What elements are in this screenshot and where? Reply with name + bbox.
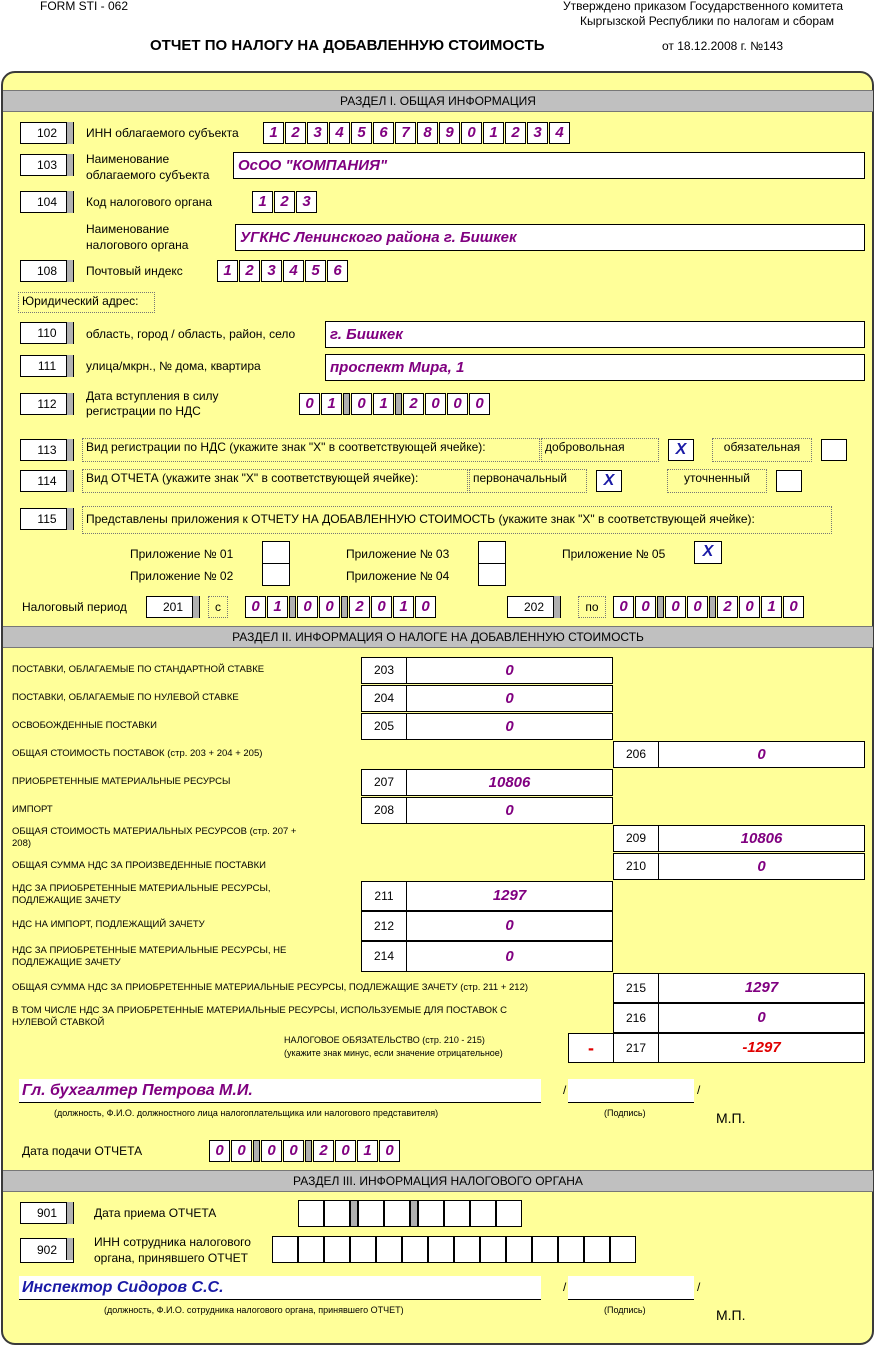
signature-caption-2: (Подпись) [604,1305,646,1315]
digit[interactable]: 1 [483,122,504,144]
label-105-1: Наименование [86,222,170,236]
value-211[interactable]: 1297 [406,881,613,911]
separator [709,596,716,618]
value-206[interactable]: 0 [658,741,865,768]
digit[interactable]: 0 [415,596,436,618]
code-201: 201 [146,596,200,618]
digit[interactable]: 4 [549,122,570,144]
digit[interactable]: 1 [263,122,284,144]
stamp-1: М.П. [716,1110,746,1126]
digit-box[interactable] [470,1200,496,1227]
digit-box[interactable] [402,1236,428,1263]
label-105-2: налогового органа [86,238,189,252]
digit[interactable]: 2 [349,596,370,618]
digit[interactable]: 2 [285,122,306,144]
code-212: 212 [361,911,407,941]
label-217-1: НАЛОГОВОЕ ОБЯЗАТЕЛЬСТВО (стр. 210 - 215) [284,1035,485,1045]
code-108: 108 [20,260,74,282]
separator [305,1140,312,1162]
period-from-digits[interactable] [245,596,437,618]
code-110: 110 [20,322,74,344]
separator [657,596,664,618]
value-205[interactable]: 0 [406,713,613,740]
code-115: 115 [20,508,74,530]
code-113: 113 [20,439,74,461]
label-210: ОБЩАЯ СУММА НДС ЗА ПРОИЗВЕДЕННЫЕ ПОСТАВКИ [12,860,267,871]
label-902-1: ИНН сотрудника налогового [94,1235,251,1249]
digit-box[interactable] [272,1236,298,1263]
code-202: 202 [507,596,561,618]
digit[interactable]: 0 [283,1140,304,1162]
slash-1: / [563,1083,567,1097]
separator [253,1140,260,1162]
code-214: 214 [361,941,407,972]
code-102: 102 [20,122,74,144]
digit-box[interactable] [532,1236,558,1263]
digit[interactable]: 3 [307,122,328,144]
label-216-1: В ТОМ ЧИСЛЕ НДС ЗА ПРИОБРЕТЕННЫЕ МАТЕРИАЛЬНЫЕ РЕСУРСЫ, ИСПОЛЬЗУЕМЫЕ ДЛЯ ПОСТАВОК С [12,1005,508,1016]
code-216: 216 [613,1003,659,1033]
digit[interactable]: 4 [283,260,304,282]
digit[interactable]: 5 [305,260,326,282]
label-207: ПРИОБРЕТЕННЫЕ МАТЕРИАЛЬНЫЕ РЕСУРСЫ [12,776,231,787]
inspector-name-field[interactable]: Инспектор Сидоров С.С. [19,1276,541,1300]
value-209[interactable]: 10806 [658,825,865,852]
digit[interactable]: 8 [417,122,438,144]
digit[interactable]: 0 [335,1140,356,1162]
code-208: 208 [361,797,407,824]
digit[interactable]: 2 [505,122,526,144]
value-203[interactable]: 0 [406,657,613,684]
digit[interactable]: 0 [371,596,392,618]
digit-box[interactable] [496,1200,522,1227]
digit[interactable]: 1 [217,260,238,282]
digit[interactable]: 1 [761,596,782,618]
inspector-inn-boxes[interactable] [272,1236,636,1263]
value-210[interactable]: 0 [658,853,865,880]
separator [395,393,402,415]
digit[interactable]: 1 [393,596,414,618]
digit-box[interactable] [584,1236,610,1263]
label-111: улица/мкрн., № дома, квартира [86,359,261,373]
label-901: Дата приема ОТЧЕТА [94,1206,217,1220]
digit[interactable]: 0 [665,596,686,618]
slash-4: / [697,1280,701,1294]
digit[interactable]: 1 [252,191,273,213]
appendix-01-checkbox[interactable] [262,541,290,564]
to-label: по [578,596,606,618]
checkbox-corrected[interactable] [776,470,802,492]
digit[interactable]: 0 [687,596,708,618]
label-214-2: ПОДЛЕЖАЩИЕ ЗАЧЕТУ [12,957,121,968]
appendix-04-checkbox[interactable] [478,563,506,586]
digit[interactable]: 2 [313,1140,334,1162]
label-216-2: НУЛЕВОЙ СТАВКОЙ [12,1017,105,1028]
accountant-name-field[interactable]: Гл. бухгалтер Петрова М.И. [19,1079,541,1103]
digit[interactable]: 3 [296,191,317,213]
value-215[interactable]: 1297 [658,973,865,1003]
stamp-2: М.П. [716,1307,746,1323]
legal-address-label: Юридический адрес: [18,292,155,313]
digit-box[interactable] [298,1200,324,1227]
digit-box[interactable] [358,1200,384,1227]
digit[interactable]: 0 [783,596,804,618]
approval-line-1: Утверждено приказом Государственного комитета [563,0,844,13]
street-field[interactable]: проспект Мира, 1 [325,354,865,381]
label-103-2: облагаемого субъекта [86,168,210,182]
inspector-signature-field[interactable] [568,1276,694,1300]
checkbox-voluntary[interactable]: X [668,439,694,461]
entity-name-field[interactable]: ОсОО "КОМПАНИЯ" [233,152,865,179]
accountant-caption: (должность, Ф.И.О. должностного лица налогоплательщика или налогового представителя) [54,1108,439,1118]
digit[interactable]: 0 [379,1140,400,1162]
tax-office-name-field[interactable]: УГКНС Ленинского района г. Бишкек [235,224,865,251]
section-3-heading: РАЗДЕЛ III. ИНФОРМАЦИЯ НАЛОГОВОГО ОРГАНА [3,1170,873,1192]
label-206: ОБЩАЯ СТОИМОСТЬ ПОСТАВОК (стр. 203 + 204 + 205) [12,748,263,759]
label-209-2: 208) [12,838,32,849]
digit-box[interactable] [480,1236,506,1263]
label-211-2: ПОДЛЕЖАЩИЕ ЗАЧЕТУ [12,895,121,906]
separator [410,1200,418,1227]
digit[interactable]: 0 [447,393,468,415]
digit[interactable]: 0 [297,596,318,618]
label-103-1: Наименование [86,152,170,166]
digit[interactable]: 0 [469,393,490,415]
digit[interactable]: 4 [329,122,350,144]
digit[interactable]: 0 [231,1140,252,1162]
appendix-01-label: Приложение № 01 [130,547,234,561]
page-title: ОТЧЕТ ПО НАЛОГУ НА ДОБАВЛЕННУЮ СТОИМОСТЬ [150,37,545,54]
label-902-2: органа, принявшего ОТЧЕТ [94,1251,248,1265]
tax-office-code-digits[interactable] [252,191,318,213]
digit[interactable]: 0 [209,1140,230,1162]
city-field[interactable]: г. Бишкек [325,321,865,348]
value-217[interactable]: -1297 [658,1033,865,1063]
code-112: 112 [20,393,74,415]
code-111: 111 [20,355,74,377]
digit[interactable]: 3 [261,260,282,282]
section-1-heading: РАЗДЕЛ I. ОБЩАЯ ИНФОРМАЦИЯ [3,90,873,112]
appendix-05-label: Приложение № 05 [562,547,666,561]
label-110: область, город / область, район, село [86,327,296,341]
appendix-04-label: Приложение № 04 [346,569,450,583]
label-215: ОБЩАЯ СУММА НДС ЗА ПРИОБРЕТЕННЫЕ МАТЕРИАЛЬНЫЕ РЕСУРСЫ, ПОДЛЕЖАЩИЕ ЗАЧЕТУ (стр. 211 + 212) [12,982,529,993]
digit[interactable]: 0 [635,596,656,618]
digit[interactable]: 1 [357,1140,378,1162]
label-209-1: ОБЩАЯ СТОИМОСТЬ МАТЕРИАЛЬНЫХ РЕСУРСОВ (стр. 207 + [12,826,297,837]
slash-3: / [563,1280,567,1294]
code-204: 204 [361,685,407,712]
code-103: 103 [20,154,74,176]
code-901: 901 [20,1202,74,1224]
digit[interactable]: 0 [461,122,482,144]
appendix-03-checkbox[interactable] [478,541,506,564]
order-ref: от 18.12.2008 г. №143 [662,39,784,53]
digit[interactable]: 0 [319,596,340,618]
value-208[interactable]: 0 [406,797,613,824]
code-209: 209 [613,825,659,852]
value-207[interactable]: 10806 [406,769,613,796]
digit-box[interactable] [418,1200,444,1227]
value-216[interactable]: 0 [658,1003,865,1033]
receipt-date-boxes[interactable] [298,1200,522,1227]
digit-box[interactable] [324,1200,350,1227]
section-2-heading: РАЗДЕЛ II. ИНФОРМАЦИЯ О НАЛОГЕ НА ДОБАВЛЕННУЮ СТОИМОСТЬ [3,626,873,648]
period-to-digits[interactable] [613,596,805,618]
form-code: FORM STI - 062 [40,0,129,13]
digit-box[interactable] [324,1236,350,1263]
code-203: 203 [361,657,407,684]
digit[interactable]: 0 [261,1140,282,1162]
digit[interactable]: 0 [425,393,446,415]
digit[interactable]: 1 [267,596,288,618]
value-204[interactable]: 0 [406,685,613,712]
digit[interactable]: 0 [299,393,320,415]
digit-box[interactable] [610,1236,636,1263]
digit-box[interactable] [444,1200,470,1227]
digit-box[interactable] [384,1200,410,1227]
label-112-2: регистрации по НДС [86,404,201,418]
label-115: Представлены приложения к ОТЧЕТУ НА ДОБАВЛЕННУЮ СТОИМОСТЬ (укажите знак "X" в соответствующей ячейке): [82,506,832,534]
postal-code-digits[interactable] [217,260,349,282]
digit[interactable]: 2 [717,596,738,618]
digit[interactable]: 0 [245,596,266,618]
digit[interactable]: 0 [739,596,760,618]
code-215: 215 [613,973,659,1003]
label-108: Почтовый индекс [86,264,183,278]
digit[interactable]: 1 [373,393,394,415]
label-204: ПОСТАВКИ, ОБЛАГАЕМЫЕ ПО НУЛЕВОЙ СТАВКЕ [12,692,239,703]
vat-reg-date-digits[interactable] [299,393,491,415]
appendix-02-label: Приложение № 02 [130,569,234,583]
digit[interactable]: 2 [274,191,295,213]
separator [341,596,348,618]
code-902: 902 [20,1238,74,1263]
digit[interactable]: 1 [321,393,342,415]
code-206: 206 [613,741,659,768]
signature-caption-1: (Подпись) [604,1108,646,1118]
code-104: 104 [20,191,74,213]
digit-box[interactable] [350,1236,376,1263]
code-205: 205 [361,713,407,740]
label-corrected: уточненный [667,469,767,493]
inspector-caption: (должность, Ф.И.О. сотрудника налогового органа, принявшего ОТЧЕТ) [104,1305,404,1315]
digit-box[interactable] [506,1236,532,1263]
digit[interactable]: 9 [439,122,460,144]
label-211-1: НДС ЗА ПРИОБРЕТЕННЫЕ МАТЕРИАЛЬНЫЕ РЕСУРСЫ, [12,883,271,894]
digit[interactable]: 2 [239,260,260,282]
label-217-2: (укажите знак минус, если значение отрицательное) [284,1048,503,1058]
label-102: ИНН облагаемого субъекта [86,126,239,140]
digit-box[interactable] [376,1236,402,1263]
digit[interactable]: 5 [351,122,372,144]
label-205: ОСВОБОЖДЕННЫЕ ПОСТАВКИ [12,720,157,731]
label-voluntary: добровольная [541,438,659,462]
code-210: 210 [613,853,659,880]
label-112-1: Дата вступления в силу [86,389,219,403]
checkbox-initial[interactable]: X [596,470,622,492]
submit-date-label: Дата подачи ОТЧЕТА [22,1144,143,1158]
label-208: ИМПОРТ [12,804,53,815]
separator [289,596,296,618]
value-214[interactable]: 0 [406,941,613,972]
slash-2: / [697,1083,701,1097]
label-mandatory: обязательная [712,438,812,462]
digit[interactable]: 2 [403,393,424,415]
digit[interactable]: 6 [327,260,348,282]
label-initial: первоначальный [469,469,587,493]
code-207: 207 [361,769,407,796]
digit-box[interactable] [454,1236,480,1263]
submit-date-digits[interactable] [209,1140,401,1162]
digit-box[interactable] [558,1236,584,1263]
appendix-05-checkbox[interactable]: X [694,541,722,564]
accountant-signature-field[interactable] [568,1079,694,1103]
digit[interactable]: 0 [351,393,372,415]
label-203: ПОСТАВКИ, ОБЛАГАЕМЫЕ ПО СТАНДАРТНОЙ СТАВКЕ [12,664,265,675]
label-212: НДС НА ИМПОРТ, ПОДЛЕЖАЩИЙ ЗАЧЕТУ [12,919,205,930]
from-label: с [208,596,228,618]
sign-217[interactable]: - [568,1033,614,1063]
code-211: 211 [361,881,407,911]
label-114: Вид ОТЧЕТА (укажите знак "X" в соответствующей ячейке): [82,469,468,493]
digit-box[interactable] [298,1236,324,1263]
digit[interactable]: 6 [373,122,394,144]
digit[interactable]: 3 [527,122,548,144]
inn-digits[interactable] [263,122,571,144]
appendix-02-checkbox[interactable] [262,563,290,586]
digit[interactable]: 7 [395,122,416,144]
digit[interactable]: 0 [613,596,634,618]
separator [350,1200,358,1227]
code-217: 217 [613,1033,659,1063]
label-104: Код налогового органа [86,195,213,209]
tax-period-label: Налоговый период [22,600,127,614]
code-114: 114 [20,470,74,492]
separator [343,393,350,415]
label-113: Вид регистрации по НДС (укажите знак "X" в соответствующей ячейке): [82,438,540,462]
checkbox-mandatory[interactable] [821,439,847,461]
approval-line-2: Кыргызской Республики по налогам и сборам [580,14,835,28]
label-214-1: НДС ЗА ПРИОБРЕТЕННЫЕ МАТЕРИАЛЬНЫЕ РЕСУРСЫ, НЕ [12,945,287,956]
digit-box[interactable] [428,1236,454,1263]
appendix-03-label: Приложение № 03 [346,547,450,561]
value-212[interactable]: 0 [406,911,613,941]
